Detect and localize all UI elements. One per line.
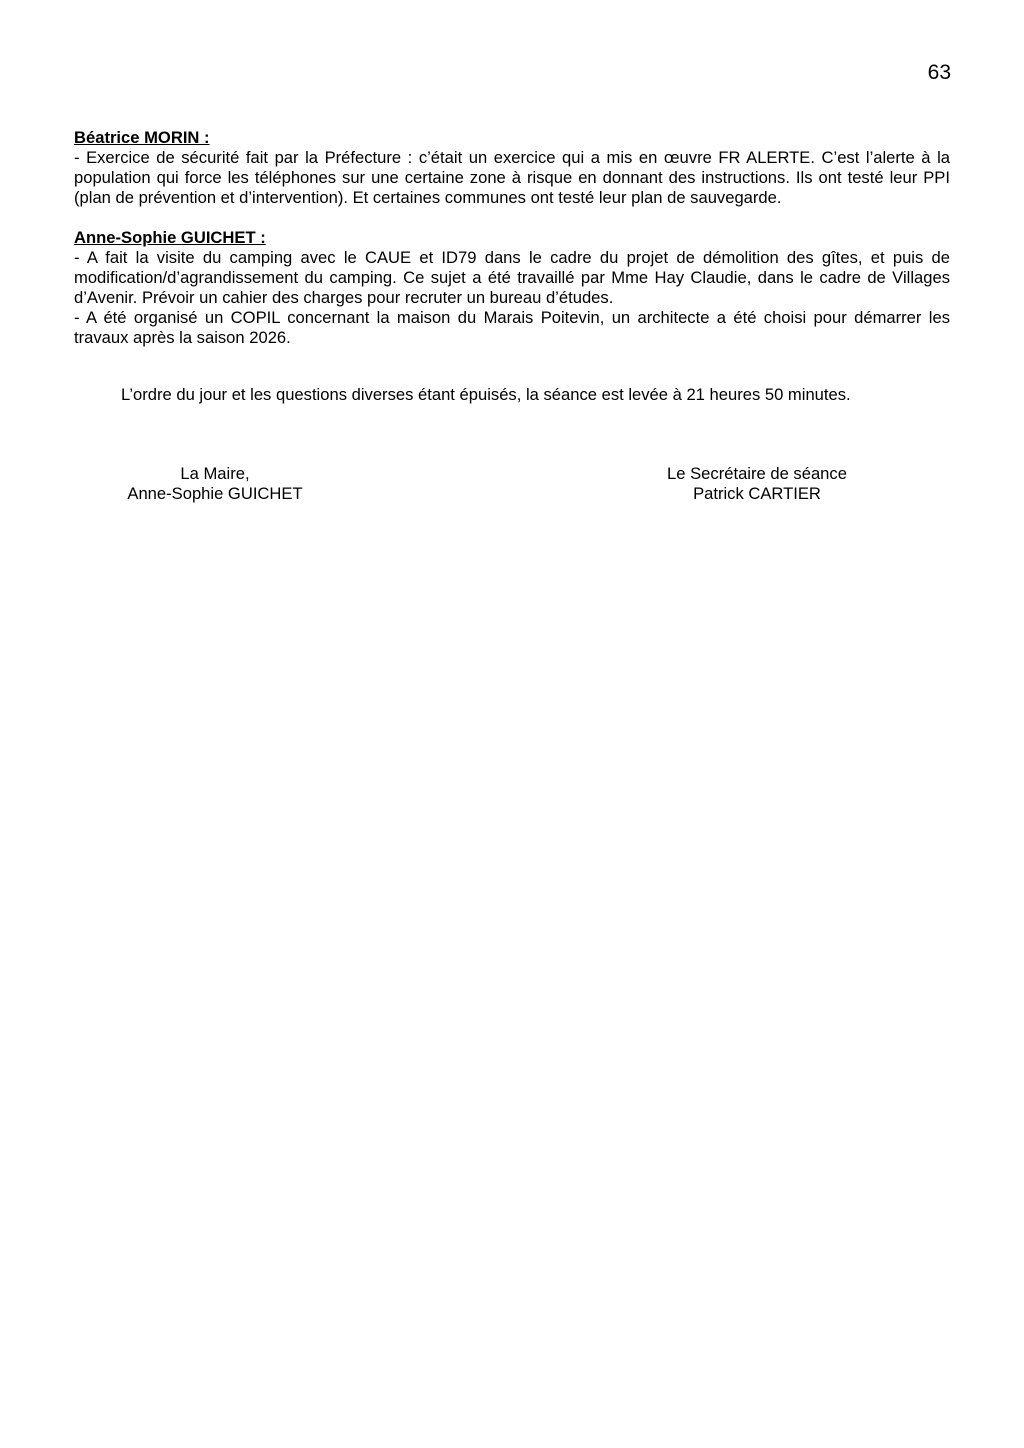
speaker-section-guichet	[74, 228, 950, 348]
page-number: 63	[927, 61, 951, 84]
closing-statement: L’ordre du jour et les questions diverses étant épuisés, la séance est levée à 21 heures 50 minutes.	[121, 385, 851, 404]
speaker-paragraph: - A fait la visite du camping avec le CAUE et ID79 dans le cadre du projet de démolition des gîtes, et puis de modification/d’agrandissement du camping. Ce sujet a été travaillé par Mme Hay Claudie, dans le cadre de Villages d’Avenir. Prévoir un cahier des charges pour recruter un bureau d’études.	[74, 248, 950, 307]
speaker-name: Béatrice MORIN :	[74, 128, 210, 147]
signature-title: Le Secrétaire de séance	[667, 464, 847, 483]
signature-block-secretary	[607, 464, 907, 504]
speaker-paragraph: - A été organisé un COPIL concernant la maison du Marais Poitevin, un architecte a été choisi pour démarrer les travaux après la saison 2026.	[74, 308, 950, 347]
signature-name: Patrick CARTIER	[693, 484, 821, 503]
speaker-name: Anne-Sophie GUICHET :	[74, 228, 266, 247]
minutes-body	[74, 128, 950, 368]
speaker-section-morin	[74, 128, 950, 208]
speaker-paragraph: - Exercice de sécurité fait par la Préfecture : c’était un exercice qui a mis en œuvre FR ALERTE. C’est l’alerte à la population qui force les téléphones sur une certaine zone à risque en donnant des instructions. Ils ont testé leur PPI (plan de prévention et d’intervention). Et certaines communes ont testé leur plan de sauvegarde.	[74, 148, 950, 207]
signature-title: La Maire,	[180, 464, 250, 483]
signature-block-mayor	[65, 464, 365, 504]
signature-name: Anne-Sophie GUICHET	[127, 484, 303, 503]
